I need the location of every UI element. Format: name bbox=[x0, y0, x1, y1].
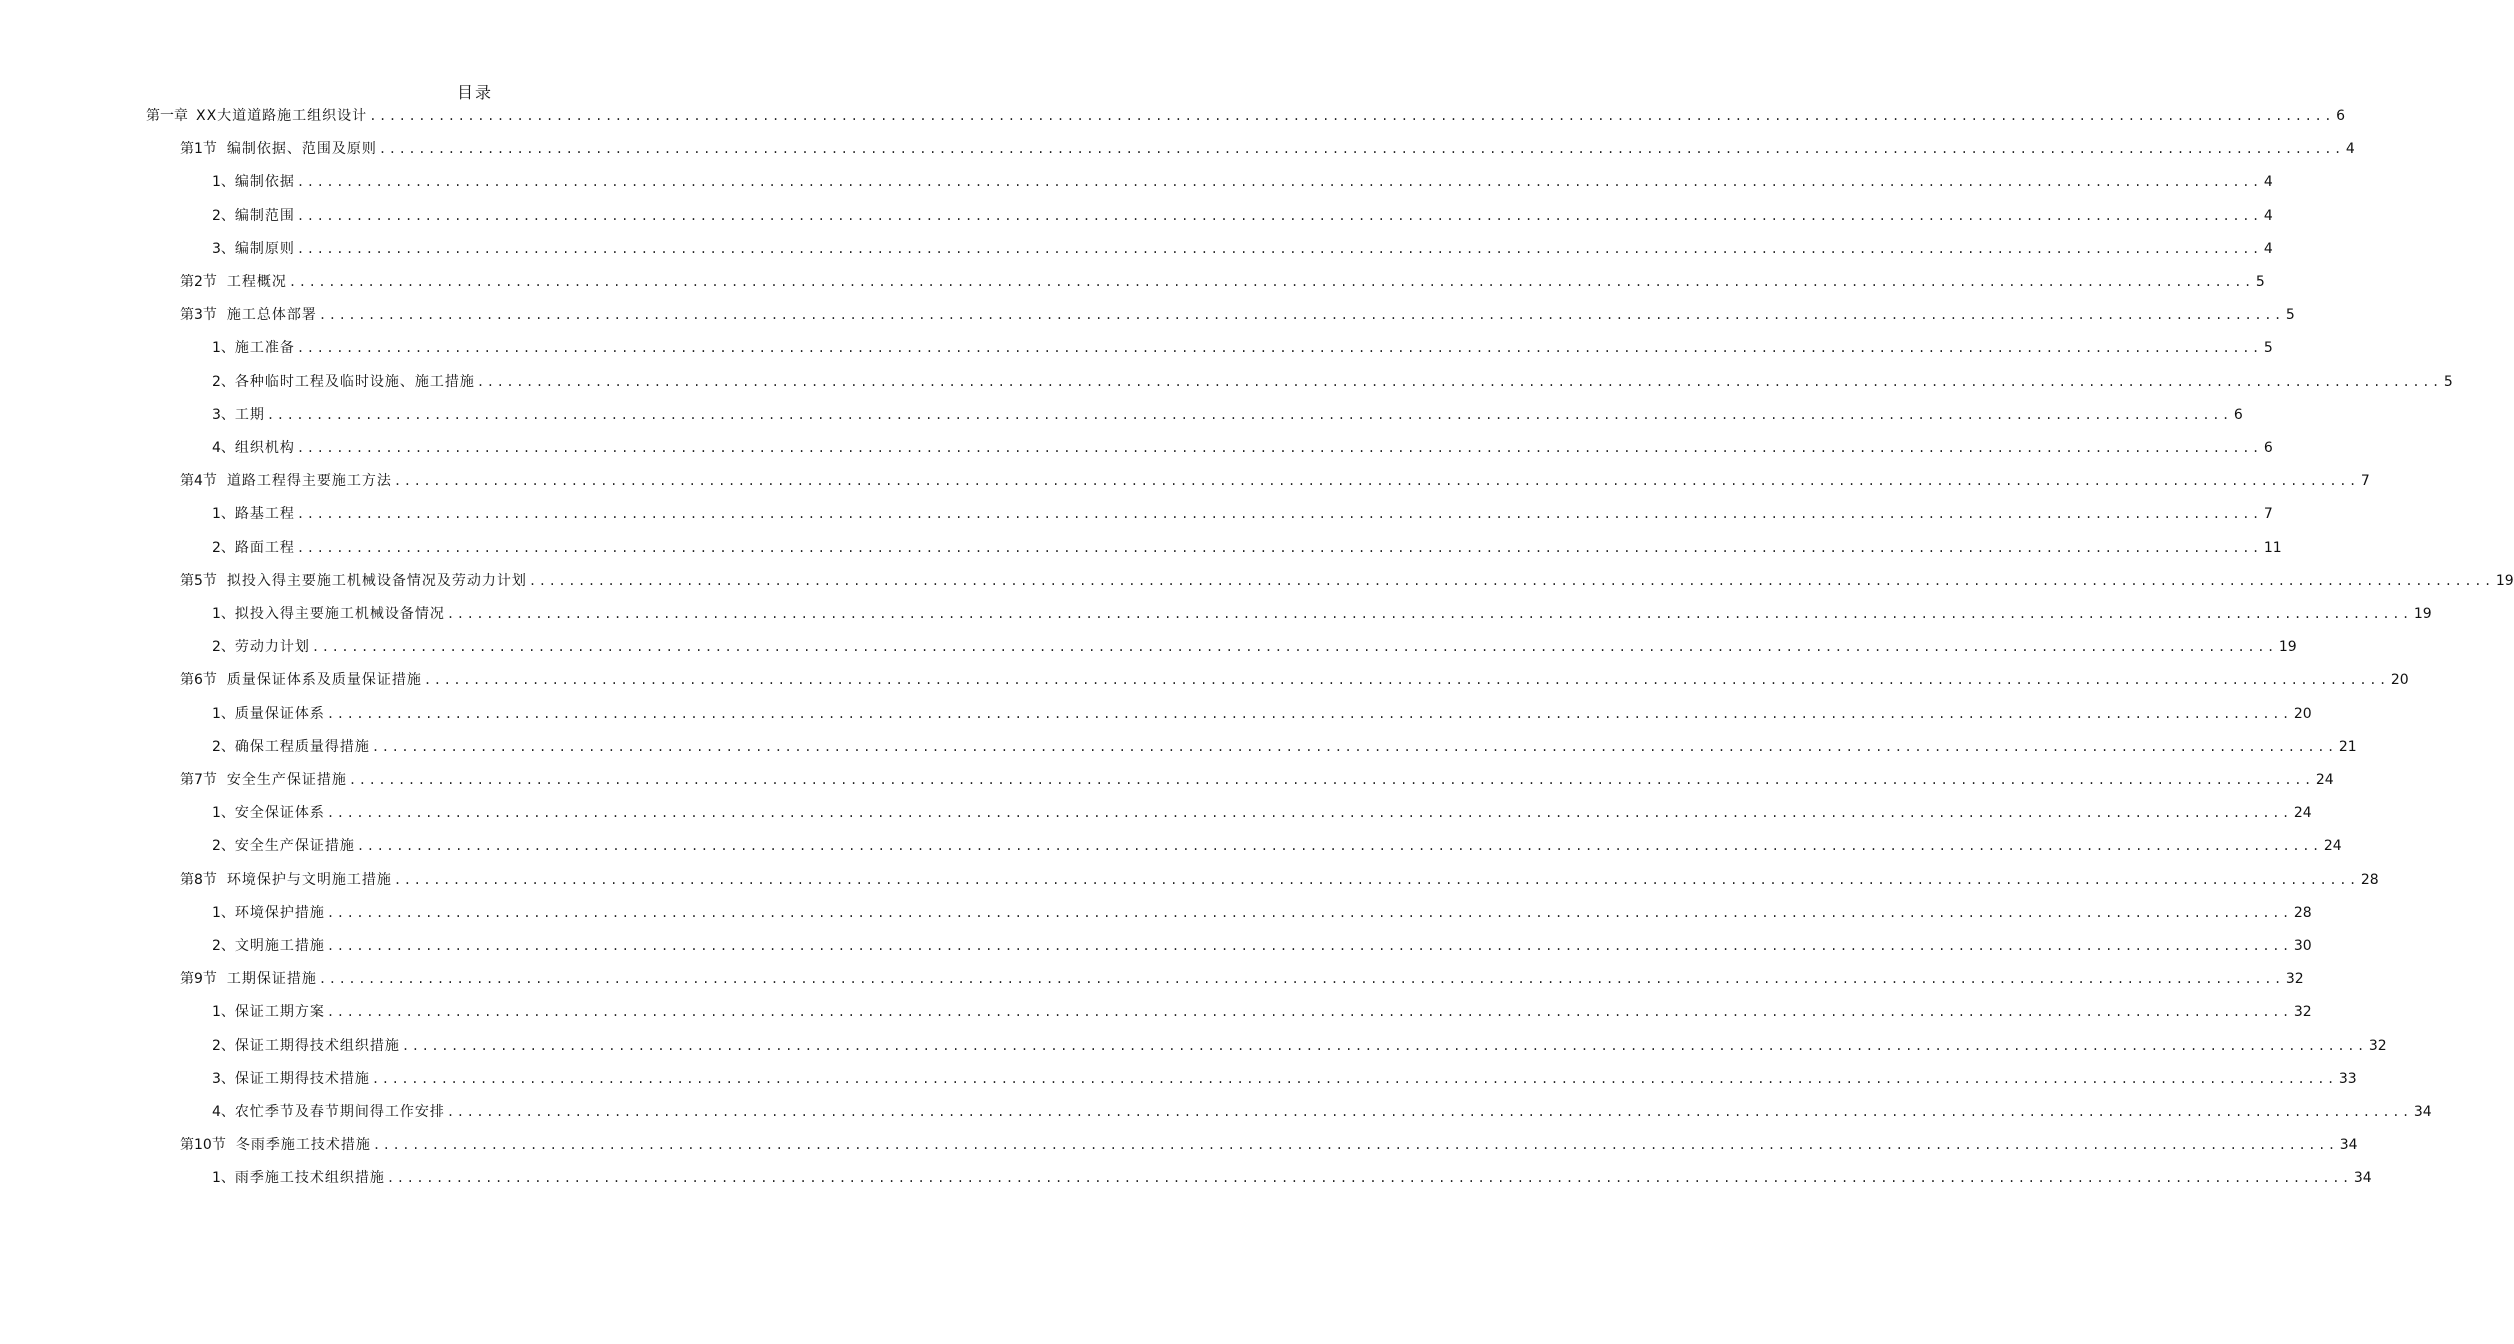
toc-entry[interactable] bbox=[212, 238, 2273, 262]
toc-entry-number: 2、 bbox=[212, 838, 235, 855]
toc-dot-leader: ........................................................................................................................................................................................................ bbox=[446, 1105, 2412, 1119]
toc-dot-leader: ........................................................................................................................................................................................................ bbox=[288, 275, 2254, 289]
toc-entry[interactable] bbox=[212, 1167, 2372, 1191]
toc-entry[interactable] bbox=[212, 703, 2312, 727]
toc-entry-title: 劳动力计划 bbox=[234, 639, 310, 656]
toc-entry-number: 1、 bbox=[212, 1170, 235, 1187]
toc-entry[interactable] bbox=[180, 304, 2295, 328]
toc-dot-leader: ........................................................................................................................................................................................................ bbox=[371, 739, 2337, 754]
toc-entry[interactable] bbox=[180, 570, 2514, 594]
toc-entry-title: 编制范围 bbox=[234, 207, 295, 224]
toc-page-number: 32 bbox=[2293, 1004, 2312, 1021]
toc-page-number: 34 bbox=[2413, 1104, 2432, 1120]
toc-entry-title: 施工准备 bbox=[234, 340, 295, 357]
toc-entry[interactable] bbox=[212, 1001, 2312, 1025]
toc-dot-leader: ........................................................................................................................................................................................................ bbox=[423, 673, 2389, 688]
toc-entry-number: 4、 bbox=[212, 1104, 235, 1120]
toc-entry-number: 2、 bbox=[212, 207, 235, 224]
toc-dot-leader: ........................................................................................................................................................................................................ bbox=[318, 972, 2284, 987]
toc-entry-title: 农忙季节及春节期间得工作安排 bbox=[234, 1104, 445, 1120]
toc-page-number: 6 bbox=[2263, 440, 2273, 456]
toc-dot-leader: ........................................................................................................................................................................................................ bbox=[318, 308, 2284, 323]
toc-dot-leader: ........................................................................................................................................................................................................ bbox=[369, 109, 2335, 123]
toc-entry[interactable] bbox=[212, 437, 2273, 461]
toc-entry-title: 工期 bbox=[234, 406, 265, 423]
toc-entry-title: XX大道道路施工组织设计 bbox=[196, 108, 368, 124]
toc-entry-title: 各种临时工程及临时设施、施工措施 bbox=[234, 373, 475, 390]
toc-entry-number: 2、 bbox=[212, 373, 235, 390]
toc-dot-leader: ........................................................................................................................................................................................................ bbox=[296, 441, 2262, 455]
toc-entry[interactable] bbox=[180, 869, 2379, 893]
toc-dot-leader: ........................................................................................................................................................................................................ bbox=[326, 939, 2292, 953]
toc-entry[interactable] bbox=[212, 1068, 2357, 1092]
toc-dot-leader: ........................................................................................................................................................................................................ bbox=[296, 341, 2262, 356]
toc-entry-title: 冬雨季施工技术措施 bbox=[235, 1137, 371, 1154]
toc-dot-leader: ........................................................................................................................................................................................................ bbox=[296, 241, 2262, 256]
toc-dot-leader: ........................................................................................................................................................................................................ bbox=[296, 208, 2262, 223]
toc-entry-number: 1、 bbox=[212, 904, 235, 921]
toc-entry[interactable] bbox=[212, 802, 2312, 826]
toc-entry-title: 编制原则 bbox=[234, 240, 295, 257]
toc-title: 目录 bbox=[456, 83, 493, 102]
toc-dot-leader: ........................................................................................................................................................................................................ bbox=[378, 142, 2344, 157]
toc-page-number: 32 bbox=[2285, 971, 2304, 988]
toc-dot-leader: ........................................................................................................................................................................................................ bbox=[393, 474, 2359, 489]
toc-entry-number: 2、 bbox=[212, 639, 235, 656]
toc-entry[interactable] bbox=[212, 371, 2453, 395]
toc-entry-number: 1、 bbox=[212, 705, 235, 722]
toc-entry-title: 施工总体部署 bbox=[226, 307, 317, 324]
toc-entry-title: 工程概况 bbox=[226, 274, 287, 290]
toc-dot-leader: ........................................................................................................................................................................................................ bbox=[296, 507, 2262, 522]
toc-page-number: 34 bbox=[2339, 1137, 2358, 1154]
toc-dot-leader: ........................................................................................................................................................................................................ bbox=[393, 872, 2359, 887]
toc-entry-title: 路基工程 bbox=[234, 506, 295, 523]
toc-entry[interactable] bbox=[212, 1101, 2432, 1125]
toc-page-number: 6 bbox=[2233, 406, 2243, 423]
toc-entry-number: 2、 bbox=[212, 1037, 235, 1054]
toc-entry-number: 3、 bbox=[212, 1070, 235, 1087]
toc-entry-title: 拟投入得主要施工机械设备情况 bbox=[234, 606, 445, 622]
toc-entry-title: 确保工程质量得措施 bbox=[234, 738, 370, 755]
toc-entry-number: 第一章 bbox=[146, 108, 188, 124]
toc-entry[interactable] bbox=[212, 935, 2312, 959]
toc-page-number: 5 bbox=[2285, 307, 2295, 324]
toc-entry[interactable] bbox=[212, 503, 2273, 527]
toc-page-number: 5 bbox=[2263, 340, 2273, 357]
toc-page-number: 6 bbox=[2336, 108, 2346, 124]
toc-page-number: 19 bbox=[2278, 639, 2297, 656]
toc-dot-leader: ........................................................................................................................................................................................................ bbox=[326, 706, 2292, 721]
toc-page-number: 11 bbox=[2263, 539, 2282, 556]
toc-entry[interactable] bbox=[212, 736, 2357, 760]
toc-page-number: 4 bbox=[2263, 240, 2273, 257]
toc-dot-leader: ........................................................................................................................................................................................................ bbox=[296, 175, 2262, 190]
toc-page-number: 5 bbox=[2443, 373, 2453, 390]
toc-entry-title: 安全生产保证措施 bbox=[226, 772, 347, 788]
toc-entry[interactable] bbox=[180, 138, 2355, 162]
toc-dot-leader: ........................................................................................................................................................................................................ bbox=[266, 407, 2232, 422]
toc-entry-number: 第5节 bbox=[180, 572, 217, 589]
toc-entry-number: 第2节 bbox=[180, 274, 217, 290]
toc-entry-title: 质量保证体系及质量保证措施 bbox=[226, 672, 422, 689]
toc-entry-number: 1、 bbox=[212, 174, 235, 191]
toc-entry[interactable] bbox=[146, 105, 2346, 129]
toc-entry-title: 组织机构 bbox=[234, 440, 295, 456]
toc-entry-number: 第3节 bbox=[180, 307, 217, 324]
toc-dot-leader: ........................................................................................................................................................................................................ bbox=[348, 773, 2314, 787]
toc-dot-leader: ........................................................................................................................................................................................................ bbox=[326, 1005, 2292, 1020]
toc-entry-number: 第9节 bbox=[180, 971, 217, 988]
toc-entry[interactable] bbox=[212, 337, 2273, 361]
toc-page-number: 24 bbox=[2293, 805, 2312, 822]
toc-dot-leader: ........................................................................................................................................................................................................ bbox=[476, 374, 2442, 389]
toc-entry[interactable] bbox=[212, 835, 2342, 859]
toc-entry-number: 4、 bbox=[212, 440, 235, 456]
toc-entry-title: 安全生产保证措施 bbox=[234, 838, 355, 855]
toc-entry[interactable] bbox=[180, 1134, 2358, 1158]
toc-entry[interactable] bbox=[180, 470, 2370, 494]
toc-page-number: 20 bbox=[2293, 705, 2312, 722]
toc-page-number: 34 bbox=[2353, 1170, 2372, 1187]
toc-entry[interactable] bbox=[212, 537, 2282, 561]
toc-page-number: 24 bbox=[2315, 772, 2334, 788]
toc-page-number: 28 bbox=[2360, 871, 2379, 888]
toc-entry-title: 质量保证体系 bbox=[234, 705, 325, 722]
toc-dot-leader: ........................................................................................................................................................................................................ bbox=[372, 1138, 2338, 1153]
toc-entry[interactable] bbox=[212, 603, 2432, 627]
toc-entry-title: 环境保护与文明施工措施 bbox=[226, 871, 392, 888]
toc-entry-title: 环境保护措施 bbox=[234, 904, 325, 921]
toc-entry-number: 2、 bbox=[212, 539, 235, 556]
toc-page-number: 33 bbox=[2338, 1070, 2357, 1087]
toc-entry[interactable] bbox=[180, 669, 2409, 693]
toc-entry[interactable] bbox=[212, 205, 2273, 229]
toc-page-number: 7 bbox=[2360, 473, 2370, 490]
toc-page-number: 24 bbox=[2323, 838, 2342, 855]
toc-entry[interactable] bbox=[180, 968, 2304, 992]
toc-entry-number: 1、 bbox=[212, 506, 235, 523]
toc-entry[interactable] bbox=[212, 404, 2243, 428]
toc-entry-title: 雨季施工技术组织措施 bbox=[234, 1170, 385, 1187]
toc-page-number: 19 bbox=[2495, 572, 2514, 589]
toc-entry[interactable] bbox=[212, 1035, 2387, 1059]
toc-entry-number: 第7节 bbox=[180, 772, 217, 788]
toc-entry-title: 拟投入得主要施工机械设备情况及劳动力计划 bbox=[226, 572, 527, 589]
toc-page-number: 21 bbox=[2338, 738, 2357, 755]
toc-entry-number: 1、 bbox=[212, 1004, 235, 1021]
toc-dot-leader: ........................................................................................................................................................................................................ bbox=[356, 839, 2322, 854]
toc-page-number: 28 bbox=[2293, 904, 2312, 921]
toc-dot-leader: ........................................................................................................................................................................................................ bbox=[311, 640, 2277, 655]
toc-dot-leader: ........................................................................................................................................................................................................ bbox=[326, 806, 2292, 821]
toc-page-number: 4 bbox=[2263, 207, 2273, 224]
toc-entry-title: 编制依据、范围及原则 bbox=[226, 141, 377, 158]
toc-entry-number: 1、 bbox=[212, 606, 235, 622]
toc-entry-title: 编制依据 bbox=[234, 174, 295, 191]
toc-entry-number: 第10节 bbox=[180, 1137, 226, 1154]
toc-entry-title: 保证工期得技术措施 bbox=[234, 1070, 370, 1087]
toc-entry[interactable] bbox=[180, 271, 2265, 295]
toc-entry-number: 第6节 bbox=[180, 672, 217, 689]
toc-entry-title: 保证工期方案 bbox=[234, 1004, 325, 1021]
toc-entry-number: 第1节 bbox=[180, 141, 217, 158]
toc-entry-number: 3、 bbox=[212, 240, 235, 257]
toc-entry-number: 第4节 bbox=[180, 473, 217, 490]
toc-page-number: 4 bbox=[2345, 141, 2355, 158]
toc-dot-leader: ........................................................................................................................................................................................................ bbox=[296, 540, 2262, 555]
toc-page-number: 20 bbox=[2390, 672, 2409, 689]
toc-entry-number: 1、 bbox=[212, 340, 235, 357]
toc-dot-leader: ........................................................................................................................................................................................................ bbox=[528, 573, 2494, 588]
toc-entry-title: 文明施工措施 bbox=[234, 938, 325, 954]
toc-dot-leader: ........................................................................................................................................................................................................ bbox=[371, 1071, 2337, 1086]
toc-entry-title: 道路工程得主要施工方法 bbox=[226, 473, 392, 490]
toc-entry-number: 1、 bbox=[212, 805, 235, 822]
toc-dot-leader: ........................................................................................................................................................................................................ bbox=[401, 1038, 2367, 1053]
toc-entry[interactable] bbox=[212, 171, 2273, 195]
toc-entry-number: 3、 bbox=[212, 406, 235, 423]
toc-entry[interactable] bbox=[212, 636, 2297, 660]
toc-page-number: 30 bbox=[2293, 938, 2312, 954]
toc-entry-number: 2、 bbox=[212, 738, 235, 755]
toc-dot-leader: ........................................................................................................................................................................................................ bbox=[326, 905, 2292, 920]
toc-entry[interactable] bbox=[212, 902, 2312, 926]
toc-page-number: 7 bbox=[2263, 506, 2273, 523]
toc-entry-title: 工期保证措施 bbox=[226, 971, 317, 988]
toc-page-number: 19 bbox=[2413, 606, 2432, 622]
toc-dot-leader: ........................................................................................................................................................................................................ bbox=[386, 1171, 2352, 1186]
toc-page-number: 32 bbox=[2368, 1037, 2387, 1054]
toc-page-number: 4 bbox=[2263, 174, 2273, 191]
toc-page-number: 5 bbox=[2255, 274, 2265, 290]
toc-entry-title: 路面工程 bbox=[234, 539, 295, 556]
toc-entry-number: 第8节 bbox=[180, 871, 217, 888]
toc-entry-title: 保证工期得技术组织措施 bbox=[234, 1037, 400, 1054]
toc-dot-leader: ........................................................................................................................................................................................................ bbox=[446, 607, 2412, 621]
toc-entry-title: 安全保证体系 bbox=[234, 805, 325, 822]
toc-entry-number: 2、 bbox=[212, 938, 235, 954]
toc-entry[interactable] bbox=[180, 769, 2334, 793]
